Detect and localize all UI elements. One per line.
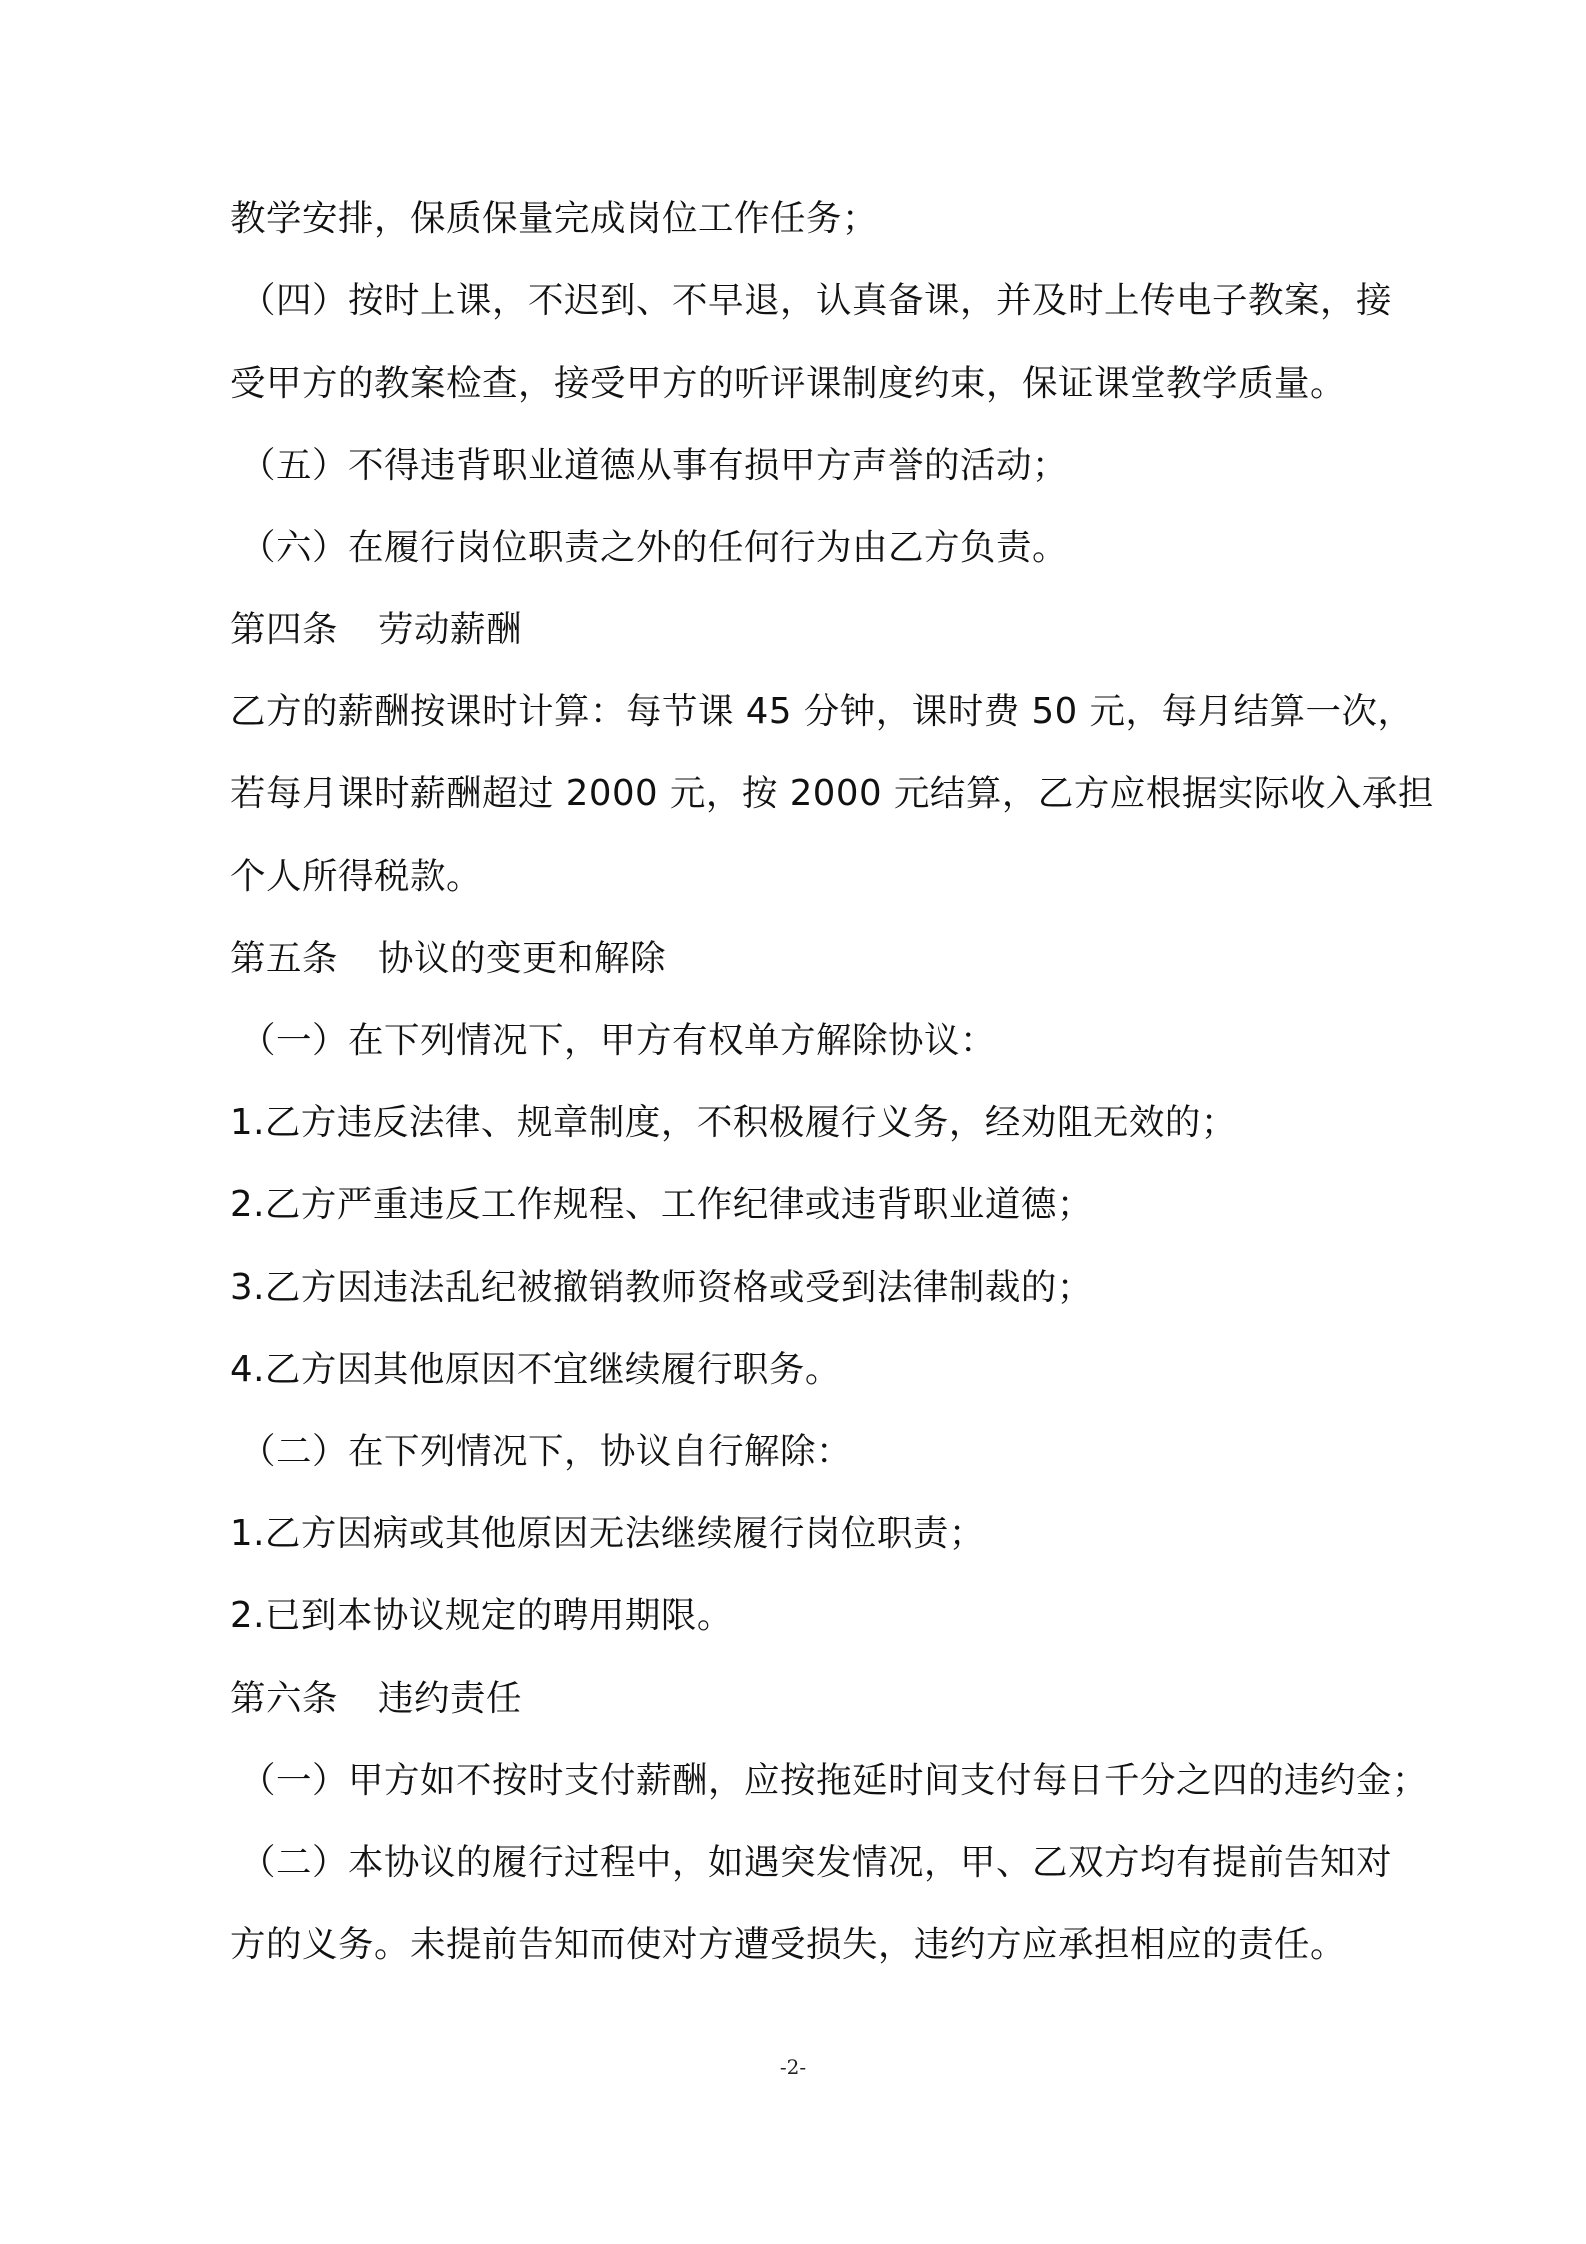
paragraph-line: （四）按时上课，不迟到、不早退，认真备课，并及时上传电子教案，接	[240, 280, 1393, 321]
article-title: 劳动薪酬	[378, 609, 523, 650]
article-number: 第六条	[230, 1678, 339, 1719]
article-number: 第四条	[230, 609, 339, 650]
list-item: 2.乙方严重违反工作规程、工作纪律或违背职业道德；	[230, 1184, 1093, 1225]
list-item: 1.乙方因病或其他原因无法继续履行岗位职责；	[230, 1513, 985, 1554]
page-number: -2-	[779, 2055, 807, 2079]
paragraph-line: 若每月课时薪酬超过 2000 元，按 2000 元结算，乙方应根据实际收入承担	[230, 773, 1434, 814]
article-title: 违约责任	[378, 1678, 523, 1719]
paragraph-line: 个人所得税款。	[230, 856, 483, 897]
list-item: 1.乙方违反法律、规章制度，不积极履行义务，经劝阻无效的；	[230, 1102, 1237, 1143]
paragraph-line: （一）在下列情况下，甲方有权单方解除协议：	[240, 1020, 997, 1061]
article-heading	[230, 605, 1450, 655]
list-item: 3.乙方因违法乱纪被撤销教师资格或受到法律制裁的；	[230, 1267, 1093, 1308]
article-heading	[230, 1674, 1450, 1724]
article-heading	[230, 934, 1450, 984]
paragraph-line: 受甲方的教案检查，接受甲方的听评课制度约束，保证课堂教学质量。	[230, 363, 1347, 404]
paragraph-line: （二）本协议的履行过程中，如遇突发情况，甲、乙双方均有提前告知对	[240, 1842, 1393, 1883]
paragraph-line: 乙方的薪酬按课时计算：每节课 45 分钟，课时费 50 元，每月结算一次，	[230, 691, 1414, 732]
paragraph-line: 教学安排，保质保量完成岗位工作任务；	[230, 198, 879, 239]
article-title: 协议的变更和解除	[378, 938, 667, 979]
paragraph-line: （五）不得违背职业道德从事有损甲方声誉的活动；	[240, 445, 1069, 486]
paragraph-line: （二）在下列情况下，协议自行解除：	[240, 1431, 853, 1472]
article-number: 第五条	[230, 938, 339, 979]
paragraph-line: 方的义务。未提前告知而使对方遭受损失，违约方应承担相应的责任。	[230, 1924, 1347, 1965]
list-item: 4.乙方因其他原因不宜继续履行职务。	[230, 1349, 841, 1390]
paragraph-line: （一）甲方如不按时支付薪酬，应按拖延时间支付每日千分之四的违约金；	[240, 1760, 1429, 1801]
paragraph-line: （六）在履行岗位职责之外的任何行为由乙方负责。	[240, 527, 1069, 568]
list-item: 2.已到本协议规定的聘用期限。	[230, 1595, 733, 1636]
